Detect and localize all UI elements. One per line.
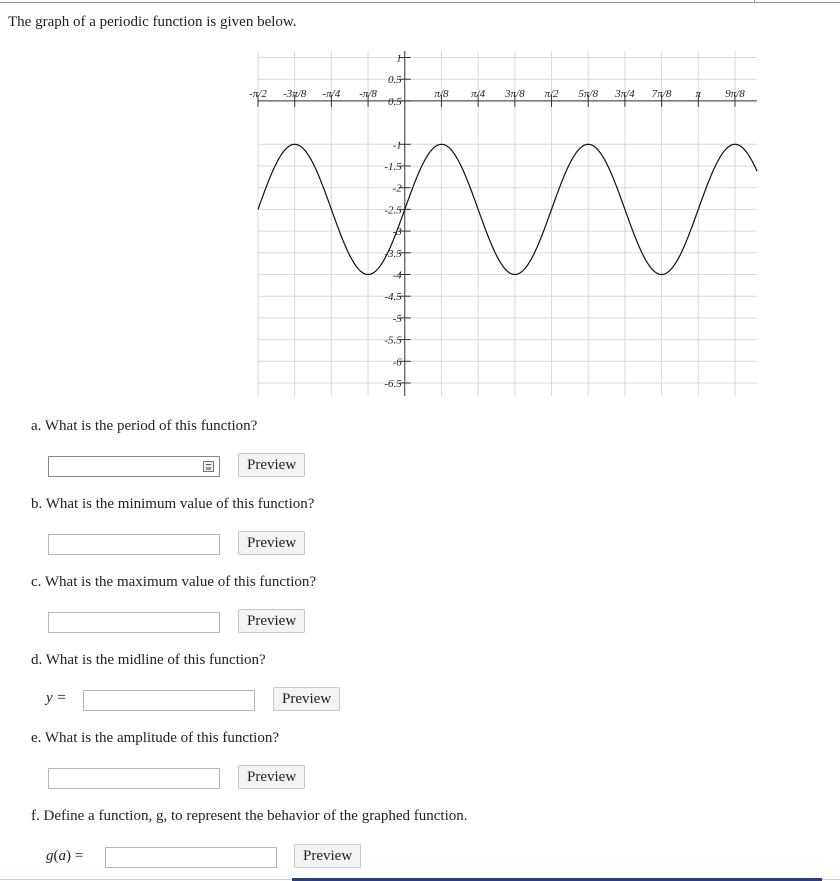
y-tick-label: -3.5 — [384, 247, 402, 260]
minimum-input[interactable] — [48, 534, 220, 555]
y-tick-label: -1 — [392, 139, 402, 152]
x-tick-label: 3π/8 — [505, 87, 525, 100]
x-tick-label: 5π/8 — [578, 87, 599, 100]
y-tick-label: -5.5 — [384, 334, 402, 347]
y-tick-label: -6 — [392, 356, 402, 369]
question-d-text: d. What is the midline of this function? — [31, 652, 266, 668]
period-input[interactable] — [48, 456, 220, 477]
y-tick-label: -6.5 — [384, 377, 402, 390]
equation-editor-icon[interactable] — [203, 461, 214, 472]
preview-button-c[interactable]: Preview — [238, 609, 305, 633]
question-c-text: c. What is the maximum value of this function? — [31, 574, 317, 590]
x-tick-label: π — [695, 87, 702, 100]
function-prefix-label: g(a) = — [46, 848, 84, 864]
y-tick-label: 0.5 — [388, 74, 402, 87]
y-tick-label: 1 — [396, 52, 402, 65]
question-e-text: e. What is the amplitude of this function? — [31, 730, 279, 746]
x-tick-label: -π/2 — [249, 87, 267, 100]
y-tick-label: -2.5 — [384, 204, 402, 217]
question-f-text: f. Define a function, g, to represent the behavior of the graphed function. — [31, 808, 468, 824]
problem-intro: The graph of a periodic function is given below. — [8, 14, 297, 30]
x-tick-label: π/8 — [434, 87, 449, 100]
midline-prefix-label: y = — [46, 690, 67, 706]
question-a-text: a. What is the period of this function? — [31, 418, 258, 434]
preview-button-b[interactable]: Preview — [238, 531, 305, 555]
midline-input[interactable] — [83, 690, 255, 711]
y-tick-label: -4.5 — [384, 291, 402, 304]
y-tick-label: -3 — [392, 226, 402, 239]
function-variable: a — [58, 848, 66, 864]
x-tick-label: -3π/8 — [283, 87, 307, 100]
x-tick-label: 3π/4 — [615, 87, 635, 100]
preview-button-e[interactable]: Preview — [238, 765, 305, 789]
y-tick-label: -4 — [392, 269, 402, 282]
maximum-input[interactable] — [48, 612, 220, 633]
x-tick-label: π/4 — [471, 87, 486, 100]
y-tick-label: -2 — [392, 182, 402, 195]
function-definition-input[interactable] — [105, 847, 277, 868]
function-equals: = — [74, 848, 84, 864]
preview-button-a[interactable]: Preview — [238, 453, 305, 477]
x-tick-label: 7π/8 — [651, 87, 672, 100]
y-tick-label: 0.5 — [388, 95, 402, 108]
x-tick-label: -π/4 — [322, 87, 341, 100]
y-tick-label: -1.5 — [384, 161, 402, 173]
preview-button-d[interactable]: Preview — [273, 687, 340, 711]
x-tick-label: 9π/8 — [725, 87, 745, 100]
y-tick-label: -5 — [392, 312, 402, 325]
x-tick-label: -π/8 — [359, 87, 377, 100]
amplitude-input[interactable] — [48, 768, 220, 789]
periodic-function-graph — [0, 0, 840, 420]
question-b-text: b. What is the minimum value of this function? — [31, 496, 315, 512]
preview-button-f[interactable]: Preview — [294, 844, 361, 868]
function-name: g — [46, 848, 54, 864]
x-tick-label: π/2 — [544, 87, 559, 100]
